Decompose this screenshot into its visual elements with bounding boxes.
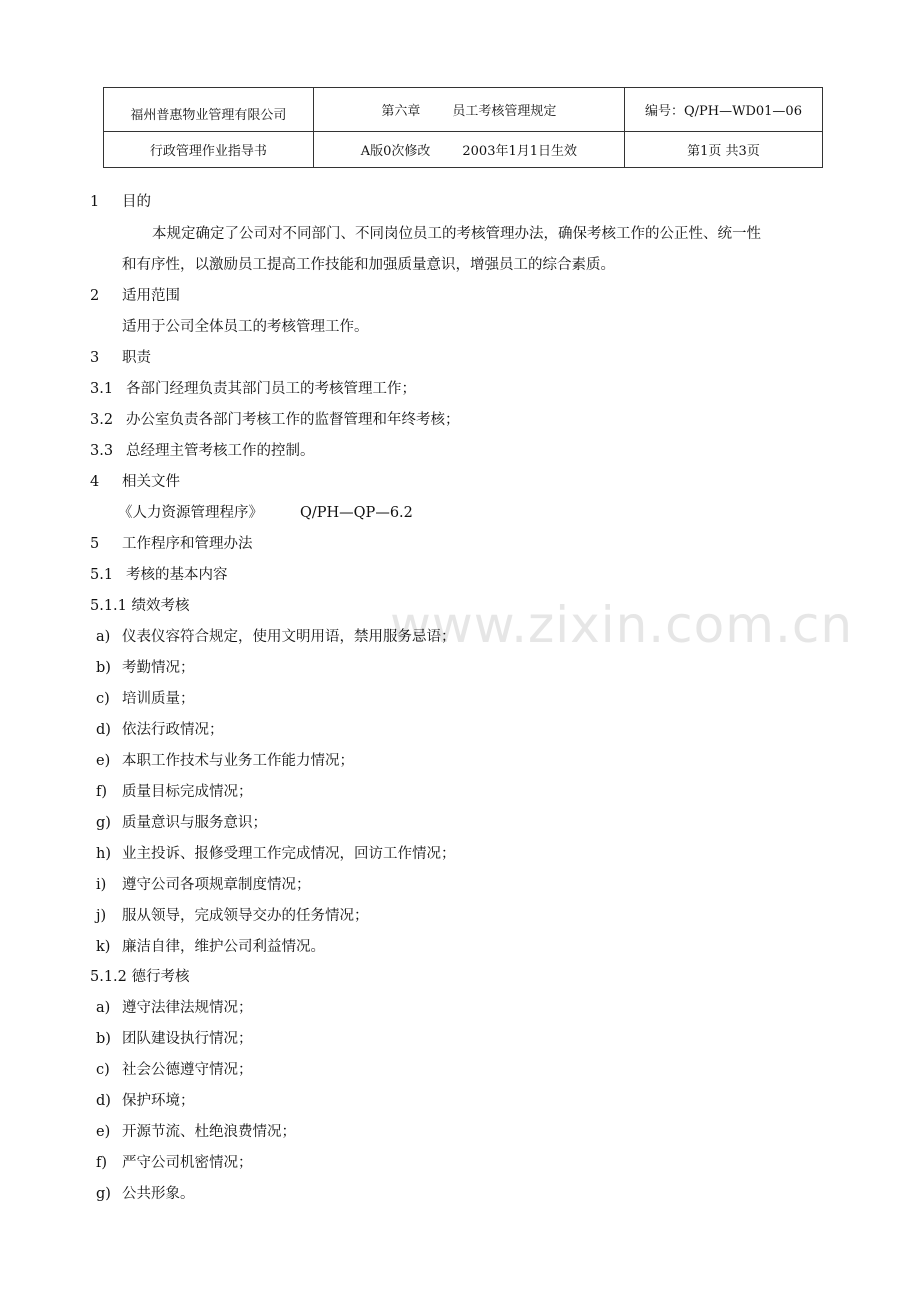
subsection-text: 各部门经理负责其部门员工的考核管理工作； — [126, 381, 416, 397]
list-item-text: 培训质量； — [122, 691, 195, 707]
section-title: 工作程序和管理办法 — [122, 536, 253, 552]
subsubsection-text: 5.1.1 绩效考核 — [90, 598, 190, 614]
subsection-number: 3.1 — [90, 381, 114, 397]
chapter-number: 第六章 — [381, 104, 421, 119]
list-item-text: 依法行政情况； — [122, 722, 224, 738]
paragraph-text: 本规定确定了公司对不同部门、不同岗位员工的考核管理办法，确保考核工作的公正性、统一性 — [152, 226, 761, 242]
list-item-marker: e) — [96, 753, 111, 769]
subsection-text: 总经理主管考核工作的控制。 — [126, 443, 315, 459]
list-item-marker: g) — [96, 815, 111, 831]
list-item-marker: j) — [96, 908, 107, 924]
list-item-marker: c) — [96, 691, 110, 707]
company-name: 福州普惠物业管理有限公司 — [104, 88, 314, 132]
subsection-number: 3.2 — [90, 412, 114, 428]
list-item-text: 遵守公司各项规章制度情况； — [122, 877, 311, 893]
list-item-marker: h) — [96, 846, 111, 862]
manual-title: 行政管理作业指导书 — [104, 132, 314, 168]
subsection-number: 5.1 — [90, 567, 114, 583]
list-item-marker: k) — [96, 939, 111, 955]
revision-label: A版0次修改 — [360, 144, 431, 159]
list-item-marker: b) — [96, 1031, 111, 1047]
list-item-text: 社会公德遵守情况； — [122, 1062, 253, 1078]
section-number: 4 — [90, 474, 100, 490]
chapter-cell — [313, 88, 624, 132]
list-item-text: 团队建设执行情况； — [122, 1031, 253, 1047]
list-item-text: 本职工作技术与业务工作能力情况； — [122, 753, 354, 769]
section-title: 目的 — [122, 194, 151, 210]
list-item-text: 遵守法律法规情况； — [122, 1000, 253, 1016]
document-header-table — [103, 87, 823, 168]
list-item-text: 仪表仪容符合规定，使用文明用语，禁用服务忌语； — [122, 629, 456, 645]
paragraph-text: 适用于公司全体员工的考核管理工作。 — [122, 319, 369, 335]
list-item-marker: g) — [96, 1186, 111, 1202]
section-number: 2 — [90, 288, 100, 304]
chapter-title: 员工考核管理规定 — [452, 104, 557, 119]
subsubsection-text: 5.1.2 德行考核 — [90, 969, 190, 985]
effective-date: 2003年1月1日生效 — [462, 144, 578, 159]
reference-code: Q/PH—QP—6.2 — [300, 505, 413, 521]
reference-document: 《人力资源管理程序》 — [118, 505, 263, 521]
list-item-text: 服从领导，完成领导交办的任务情况； — [122, 908, 369, 924]
subsection-number: 3.3 — [90, 443, 114, 459]
list-item-marker: d) — [96, 1093, 111, 1109]
watermark: www.zixin.com.cn — [390, 596, 854, 654]
list-item-marker: a) — [96, 629, 111, 645]
list-item-marker: b) — [96, 660, 111, 676]
subsection-text: 办公室负责各部门考核工作的监督管理和年终考核； — [126, 412, 460, 428]
revision-cell — [313, 132, 624, 168]
list-item-marker: d) — [96, 722, 111, 738]
subsection-title: 考核的基本内容 — [126, 567, 228, 583]
section-title: 适用范围 — [122, 288, 180, 304]
paragraph-text: 和有序性，以激励员工提高工作技能和加强质量意识，增强员工的综合素质。 — [122, 257, 615, 273]
list-item-text: 严守公司机密情况； — [122, 1155, 253, 1171]
list-item-text: 公共形象。 — [122, 1186, 195, 1202]
section-title: 职责 — [122, 350, 151, 366]
list-item-marker: e) — [96, 1124, 111, 1140]
list-item-text: 保护环境； — [122, 1093, 195, 1109]
document-code: 编号：Q/PH—WD01—06 — [624, 88, 822, 132]
list-item-marker: f) — [96, 1155, 108, 1171]
list-item-marker: f) — [96, 784, 108, 800]
section-title: 相关文件 — [122, 474, 180, 490]
page-number: 第1页 共3页 — [624, 132, 822, 168]
section-number: 3 — [90, 350, 100, 366]
list-item-text: 质量意识与服务意识； — [122, 815, 267, 831]
section-number: 5 — [90, 536, 100, 552]
list-item-marker: i) — [96, 877, 107, 893]
list-item-text: 质量目标完成情况； — [122, 784, 253, 800]
list-item-marker: c) — [96, 1062, 110, 1078]
list-item-text: 业主投诉、报修受理工作完成情况，回访工作情况； — [122, 846, 456, 862]
list-item-text: 开源节流、杜绝浪费情况； — [122, 1124, 296, 1140]
section-number: 1 — [90, 194, 100, 210]
list-item-marker: a) — [96, 1000, 111, 1016]
list-item-text: 廉洁自律，维护公司利益情况。 — [122, 939, 325, 955]
list-item-text: 考勤情况； — [122, 660, 195, 676]
